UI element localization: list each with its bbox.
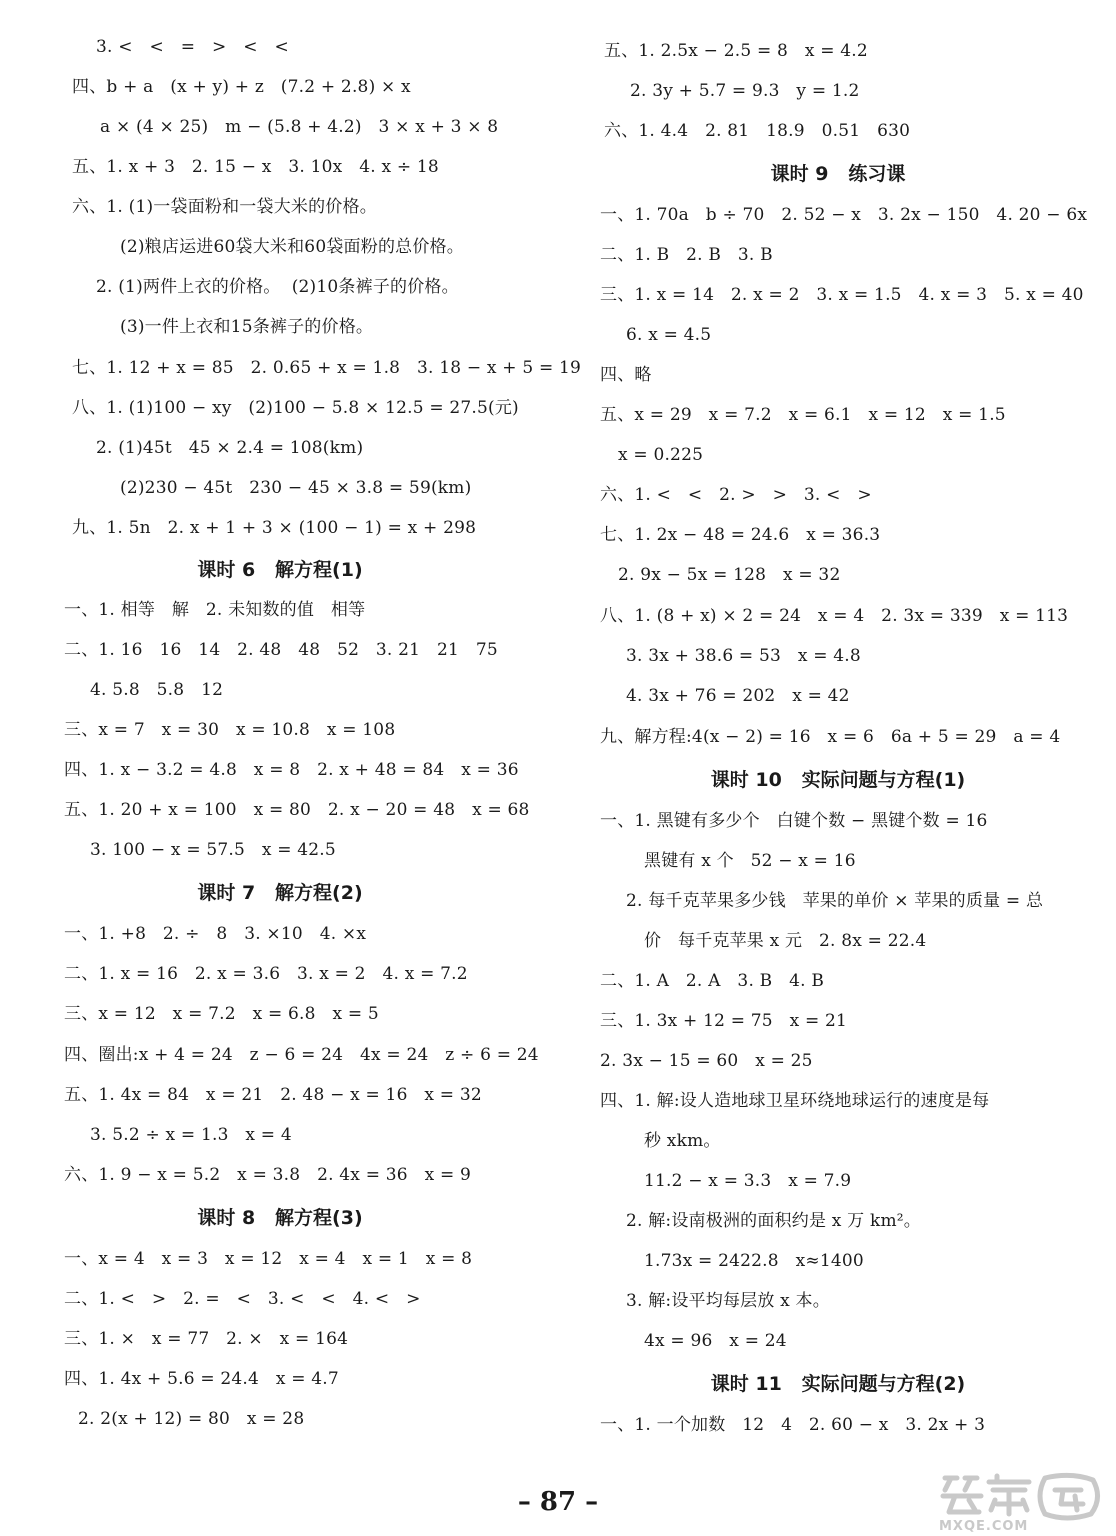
- answer-line: 2. 每千克苹果多少钱 苹果的单价 × 苹果的质量 = 总: [626, 891, 1044, 911]
- answer-line: 3. 解:设平均每层放 x 本。: [626, 1291, 830, 1311]
- answer-line: 三、1. 3x + 12 = 75 x = 21: [600, 1011, 848, 1031]
- answer-line: 二、1. B 2. B 3. B: [600, 245, 773, 265]
- answer-line: 一、1. 相等 解 2. 未知数的值 相等: [64, 600, 366, 620]
- answer-line: 价 每千克苹果 x 元 2. 8x = 22.4: [644, 931, 927, 951]
- answer-line: 2. 3x − 15 = 60 x = 25: [600, 1051, 813, 1071]
- section-heading: 课时 9 练习课: [770, 163, 906, 185]
- answer-line: 三、x = 12 x = 7.2 x = 6.8 x = 5: [64, 1004, 379, 1024]
- answer-line: 一、1. +8 2. ÷ 8 3. ×10 4. ×x: [64, 924, 367, 944]
- section-heading: 课时 7 解方程(2): [197, 882, 363, 904]
- answer-line: 八、1. (1)100 − xy (2)100 − 5.8 × 12.5 = 27.5(元): [72, 398, 519, 418]
- answer-line: 六、1. 9 − x = 5.2 x = 3.8 2. 4x = 36 x = 9: [64, 1165, 472, 1185]
- answer-line: 四、圈出:x + 4 = 24 z − 6 = 24 4x = 24 z ÷ 6 = 24: [64, 1045, 539, 1065]
- answer-line: 二、1. x = 16 2. x = 3.6 3. x = 2 4. x = 7.2: [64, 964, 468, 984]
- answer-line: 四、1. 4x + 5.6 = 24.4 x = 4.7: [64, 1369, 339, 1389]
- answer-line: 二、1. 16 16 14 2. 48 48 52 3. 21 21 75: [64, 640, 498, 660]
- answer-line: 六、1. (1)一袋面粉和一袋大米的价格。: [72, 197, 377, 217]
- answer-line: 黑键有 x 个 52 − x = 16: [644, 851, 856, 871]
- watermark-logo: [935, 1470, 1110, 1532]
- answer-line: 三、1. × x = 77 2. × x = 164: [64, 1329, 349, 1349]
- answer-line: a × (4 × 25) m − (5.8 + 4.2) 3 × x + 3 × 8: [100, 117, 499, 137]
- answer-line: 2. 9x − 5x = 128 x = 32: [618, 565, 841, 585]
- answer-line: 2. 解:设南极洲的面积约是 x 万 km²。: [626, 1211, 921, 1231]
- answer-line: (2)粮店运进60袋大米和60袋面粉的总价格。: [120, 237, 464, 257]
- answer-line: 五、1. 2.5x − 2.5 = 8 x = 4.2: [604, 41, 868, 61]
- answer-line: 3. 100 − x = 57.5 x = 42.5: [90, 840, 336, 860]
- answer-line: 一、1. 70a b ÷ 70 2. 52 − x 3. 2x − 150 4. 20 − 6x: [600, 205, 1088, 225]
- answer-line: 3. 3x + 38.6 = 53 x = 4.8: [626, 646, 861, 666]
- answer-line: 一、x = 4 x = 3 x = 12 x = 4 x = 1 x = 8: [64, 1249, 473, 1269]
- answer-line: 3. < < = > < <: [96, 37, 289, 57]
- answer-line: 1.73x = 2422.8 x≈1400: [644, 1251, 864, 1271]
- answer-line: 七、1. 2x − 48 = 24.6 x = 36.3: [600, 525, 881, 545]
- answer-line: 九、解方程:4(x − 2) = 16 x = 6 6a + 5 = 29 a = 4: [600, 727, 1061, 747]
- answer-line: 2. 2(x + 12) = 80 x = 28: [78, 1409, 305, 1429]
- answer-line: 六、1. < < 2. > > 3. < >: [600, 485, 872, 505]
- answer-line: 四、b + a (x + y) + z (7.2 + 2.8) × x: [72, 77, 411, 97]
- answer-line: 2. (1)45t 45 × 2.4 = 108(km): [96, 438, 364, 458]
- answer-line: 3. 5.2 ÷ x = 1.3 x = 4: [90, 1125, 292, 1145]
- answer-line: 2. (1)两件上衣的价格。 (2)10条裤子的价格。: [96, 277, 459, 297]
- answer-line: 四、1. x − 3.2 = 4.8 x = 8 2. x + 48 = 84 x = 36: [64, 760, 519, 780]
- section-heading: 课时 11 实际问题与方程(2): [710, 1373, 966, 1395]
- answer-line: (3)一件上衣和15条裤子的价格。: [120, 317, 374, 337]
- answer-line: 七、1. 12 + x = 85 2. 0.65 + x = 1.8 3. 18 − x + 5 = 19: [72, 358, 582, 378]
- section-heading: 课时 6 解方程(1): [197, 559, 363, 581]
- watermark-logo-icon: [935, 1470, 1110, 1532]
- answer-line: 五、1. x + 3 2. 15 − x 3. 10x 4. x ÷ 18: [72, 157, 439, 177]
- answer-line: 6. x = 4.5: [626, 325, 712, 345]
- answer-line: 2. 3y + 5.7 = 9.3 y = 1.2: [630, 81, 860, 101]
- answer-line: 四、略: [600, 365, 652, 385]
- answer-line: x = 0.225: [618, 445, 704, 465]
- answer-line: 二、1. < > 2. = < 3. < < 4. < >: [64, 1289, 421, 1309]
- answer-line: 四、1. 解:设人造地球卫星环绕地球运行的速度是每: [600, 1091, 990, 1111]
- answer-line: 一、1. 黑键有多少个 白键个数 − 黑键个数 = 16: [600, 811, 988, 831]
- watermark-url: MXQE.COM: [939, 1519, 1029, 1532]
- answer-line: 4. 3x + 76 = 202 x = 42: [626, 686, 850, 706]
- section-heading: 课时 10 实际问题与方程(1): [710, 769, 966, 791]
- answer-line: 二、1. A 2. A 3. B 4. B: [600, 971, 825, 991]
- answer-line: 三、x = 7 x = 30 x = 10.8 x = 108: [64, 720, 396, 740]
- answer-line: 九、1. 5n 2. x + 1 + 3 × (100 − 1) = x + 298: [72, 518, 477, 538]
- section-heading: 课时 8 解方程(3): [197, 1207, 363, 1229]
- answer-line: 4x = 96 x = 24: [644, 1331, 787, 1351]
- answer-line: 六、1. 4.4 2. 81 18.9 0.51 630: [604, 121, 911, 141]
- answer-line: (2)230 − 45t 230 − 45 × 3.8 = 59(km): [120, 478, 472, 498]
- answer-line: 八、1. (8 + x) × 2 = 24 x = 4 2. 3x = 339 x = 113: [600, 606, 1069, 626]
- answer-line: 五、1. 20 + x = 100 x = 80 2. x − 20 = 48 x = 68: [64, 800, 530, 820]
- answer-line: 4. 5.8 5.8 12: [90, 680, 224, 700]
- answer-line: 五、x = 29 x = 7.2 x = 6.1 x = 12 x = 1.5: [600, 405, 1006, 425]
- page-number: – 87 –: [517, 1487, 599, 1517]
- answer-line: 三、1. x = 14 2. x = 2 3. x = 1.5 4. x = 3 5. x = 40: [600, 285, 1084, 305]
- answer-line: 五、1. 4x = 84 x = 21 2. 48 − x = 16 x = 32: [64, 1085, 482, 1105]
- answer-line: 11.2 − x = 3.3 x = 7.9: [644, 1171, 852, 1191]
- answer-line: 一、1. 一个加数 12 4 2. 60 − x 3. 2x + 3: [600, 1415, 986, 1435]
- answer-line: 秒 xkm。: [644, 1131, 721, 1151]
